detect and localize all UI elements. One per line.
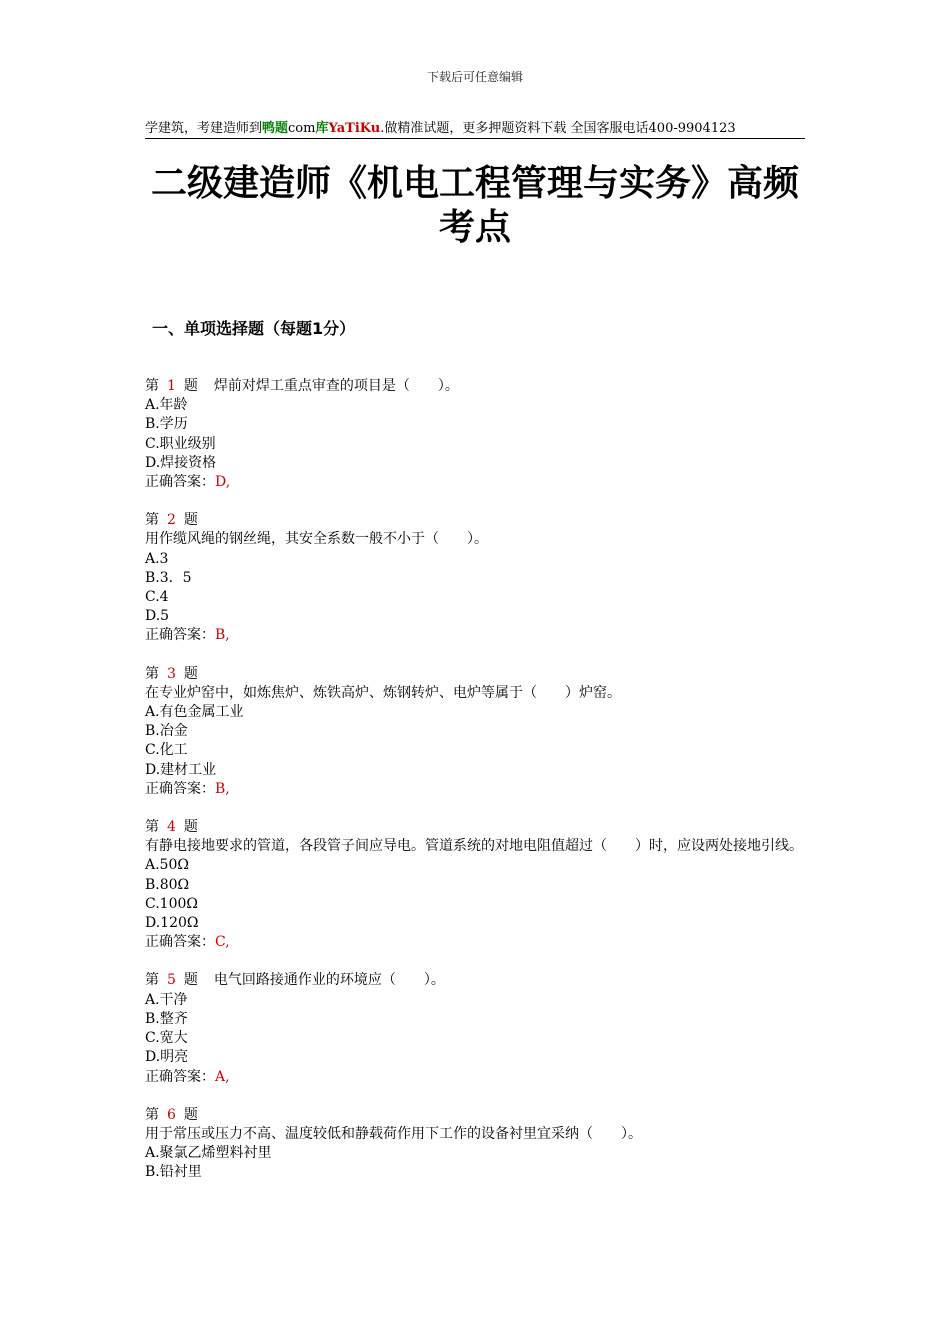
answer-option: B.整齐 <box>145 1010 188 1027</box>
question-number: 2 <box>167 512 176 529</box>
question-suffix: 题 <box>183 378 198 394</box>
question-prefix: 第 <box>145 972 159 989</box>
answer-option: D.建材工业 <box>145 761 217 778</box>
question-prefix: 第 <box>145 512 159 529</box>
question-stem: 在专业炉窑中，如炼焦炉、炼铁高炉、炼钢转炉、电炉等属于（ ）炉窑。 <box>145 684 621 701</box>
top-note: 下载后可任意编辑 <box>426 70 523 84</box>
correct-answer <box>145 780 805 799</box>
question-header <box>145 971 805 990</box>
brand-green: 鸭题 <box>262 121 289 136</box>
answer-option: B.80Ω <box>145 876 190 893</box>
question-header <box>145 1106 805 1125</box>
question-item <box>145 971 805 1086</box>
answer-label: 正确答案： <box>145 474 215 491</box>
answer-label: 正确答案： <box>145 780 215 797</box>
header-text-2: com <box>288 121 316 136</box>
header-banner <box>145 117 805 139</box>
question-prefix: 第 <box>145 819 159 836</box>
answer-option: C.化工 <box>145 742 188 759</box>
answer-option: D.120Ω <box>145 915 199 932</box>
answer-value: B, <box>215 627 230 644</box>
question-item <box>145 665 805 799</box>
question-header <box>145 818 805 837</box>
answer-option: B.铅衬里 <box>145 1164 202 1181</box>
question-item <box>145 818 805 952</box>
question-header <box>145 377 805 396</box>
section-heading: 一、单项选择题（每题1分） <box>152 319 356 338</box>
question-stem: 焊前对焊工重点审查的项目是（ ）。 <box>213 378 459 394</box>
answer-option: B.学历 <box>145 416 188 433</box>
question-number: 5 <box>167 972 176 989</box>
answer-option: D.焊接资格 <box>145 454 217 471</box>
question-number: 6 <box>167 1106 176 1123</box>
answer-option: D.明亮 <box>145 1049 189 1066</box>
answer-option: C.100Ω <box>145 895 198 912</box>
question-suffix: 题 <box>183 972 198 989</box>
answer-option: A.聚氯乙烯塑料衬里 <box>145 1145 272 1162</box>
question-stem-line <box>145 530 805 549</box>
question-number: 1 <box>167 378 176 394</box>
answer-option: A.年龄 <box>145 397 188 414</box>
answer-option: B.3．5 <box>145 569 192 586</box>
header-text-3: .做精准试题，更多押题资料下载 全国客服电话400-9904123 <box>380 121 736 136</box>
answer-value: A, <box>215 1068 230 1085</box>
question-header <box>145 511 805 530</box>
question-stem: 有静电接地要求的管道，各段管子间应导电。管道系统的对地电阻值超过（ ）时，应设两处接地引线。 <box>145 838 803 855</box>
question-stem-line <box>145 684 805 703</box>
answer-option: C.宽大 <box>145 1030 188 1047</box>
question-item <box>145 511 805 645</box>
document-title: 二级建造师《机电工程管理与实务》高频考点 <box>150 163 799 248</box>
question-stem-line <box>145 837 805 856</box>
question-stem: 用于常压或压力不高、温度较低和静载荷作用下工作的设备衬里宜采纳（ ）。 <box>145 1125 642 1142</box>
question-prefix: 第 <box>145 378 159 394</box>
question-suffix: 题 <box>183 512 198 529</box>
answer-option: D.5 <box>145 608 170 625</box>
question-item <box>145 1106 805 1183</box>
question-prefix: 第 <box>145 1106 159 1123</box>
answer-option: A.3 <box>145 550 169 567</box>
question-prefix: 第 <box>145 665 159 682</box>
question-number: 3 <box>167 665 176 682</box>
question-suffix: 题 <box>183 819 198 836</box>
brand-red: YaTiKu <box>328 121 381 136</box>
header-text-1: 学建筑，考建造师到 <box>145 121 263 136</box>
question-suffix: 题 <box>183 665 198 682</box>
question-list <box>145 377 805 1202</box>
correct-answer <box>145 933 805 952</box>
question-item <box>145 377 805 492</box>
answer-option: C.职业级别 <box>145 435 216 452</box>
question-number: 4 <box>167 819 176 836</box>
answer-label: 正确答案： <box>145 934 215 951</box>
answer-label: 正确答案： <box>145 1068 215 1085</box>
answer-option: A.有色金属工业 <box>145 704 244 721</box>
answer-label: 正确答案： <box>145 627 215 644</box>
answer-option: C.4 <box>145 589 169 606</box>
question-stem: 电气回路接通作业的环境应（ ）。 <box>213 972 445 989</box>
question-suffix: 题 <box>183 1106 198 1123</box>
correct-answer <box>145 1068 805 1087</box>
correct-answer <box>145 626 805 645</box>
answer-option: A.干净 <box>145 991 188 1008</box>
answer-option: A.50Ω <box>145 857 189 874</box>
question-header <box>145 665 805 684</box>
answer-value: D, <box>215 474 231 491</box>
correct-answer <box>145 473 805 492</box>
brand-lib: 库 <box>315 121 329 136</box>
question-stem-line <box>145 1125 805 1144</box>
question-stem: 用作缆风绳的钢丝绳，其安全系数一般不小于（ ）。 <box>145 531 488 548</box>
answer-option: B.冶金 <box>145 723 188 740</box>
answer-value: B, <box>215 780 230 797</box>
answer-value: C, <box>215 934 230 951</box>
